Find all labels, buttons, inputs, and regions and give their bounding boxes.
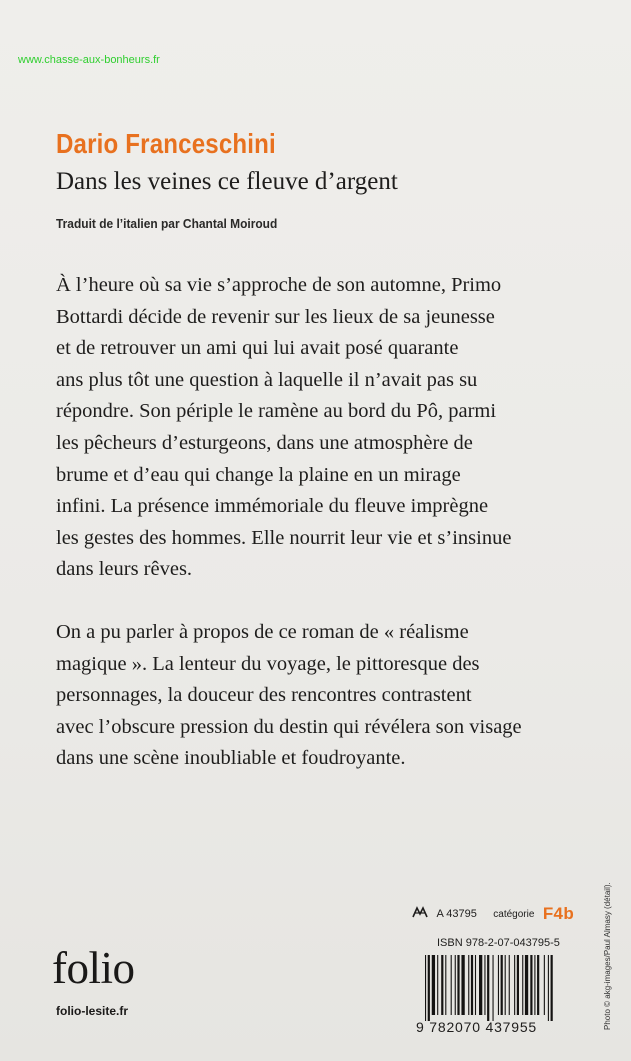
blurb-line: répondre. Son périple le ramène au bord du Pô, parmi: [56, 400, 497, 423]
barcode-bar: [530, 955, 532, 1015]
blurb-line: ans plus tôt une question à laquelle il n’avait pas su: [56, 368, 478, 391]
author-name: Dario Franceschini: [56, 128, 276, 159]
barcode-bar: [445, 955, 446, 1015]
barcode-bar: [475, 955, 476, 1015]
blurb-line: et de retrouver un ami qui lui avait posé quarante: [56, 337, 459, 360]
barcode-bar: [537, 955, 539, 1015]
barcode-bar: [428, 955, 430, 1021]
barcode: [423, 955, 597, 1021]
blurb-line: Bottardi décide de revenir sur les lieux de sa jeunesse: [56, 305, 495, 328]
barcode-bar: [484, 955, 485, 1015]
blurb-paragraph-1: [56, 270, 576, 586]
gallimard-mark-icon: [412, 905, 428, 923]
barcode-bar: [522, 955, 523, 1015]
barcode-bar: [514, 955, 515, 1015]
blurb-line: À l’heure où sa vie s’approche de son automne, Primo: [56, 274, 502, 296]
barcode-bar: [493, 955, 494, 1021]
catalog-ref: A 43795: [436, 908, 477, 920]
barcode-bar: [425, 955, 426, 1021]
blurb-line: les pêcheurs d’esturgeons, dans une atmosphère de: [56, 431, 473, 454]
blurb-line: magique ». La lenteur du voyage, le pittoresque des: [56, 652, 480, 675]
barcode-bar: [534, 955, 535, 1015]
barcode-bar: [487, 955, 489, 1021]
folio-website[interactable]: folio-lesite.fr: [56, 1004, 129, 1018]
barcode-bar: [441, 955, 443, 1015]
blurb-line: dans une scène inoubliable et foudroyante.: [56, 747, 406, 770]
catalog-info: [412, 904, 574, 924]
blurb-line: brume et d’eau qui change la plaine en un mirage: [56, 463, 461, 486]
barcode-bar: [498, 955, 499, 1015]
blurb-line: dans leurs rêves.: [56, 558, 193, 581]
barcode-bar: [451, 955, 452, 1015]
barcode-bar: [455, 955, 456, 1015]
blurb-line: personnages, la douceur des rencontres contrastent: [56, 684, 472, 707]
barcode-digits: 9 782070 437955: [416, 1019, 537, 1035]
category-code: F4b: [542, 904, 574, 923]
blurb-line: infini. La présence immémoriale du fleuve imprègne: [56, 495, 489, 518]
barcode-bar: [501, 955, 503, 1015]
barcode-bar: [525, 955, 528, 1015]
barcode-bar: [517, 955, 519, 1015]
barcode-bar: [461, 955, 464, 1015]
category-label: catégorie: [493, 908, 535, 920]
isbn: ISBN 978-2-07-043795-5: [437, 937, 560, 949]
barcode-bar: [548, 955, 549, 1021]
barcode-bar: [471, 955, 473, 1015]
barcode-bar: [479, 955, 482, 1015]
blurb-paragraph-2: [56, 617, 576, 775]
blurb-line: avec l’obscure pression du destin qui révélera son visage: [56, 715, 522, 738]
barcode-bar: [505, 955, 506, 1015]
blurb-line: les gestes des hommes. Elle nourrit leur vie et s’insinue: [56, 526, 512, 549]
barcode-bar: [432, 955, 435, 1015]
barcode-bar: [544, 955, 545, 1015]
folio-logo: folio: [52, 943, 135, 993]
photo-credit: Photo © akg-images/Paul Almasy (détail).: [603, 882, 612, 1030]
watermark-link[interactable]: www.chasse-aux-bonheurs.fr: [18, 54, 160, 66]
barcode-bar: [457, 955, 459, 1015]
barcode-bar: [509, 955, 510, 1015]
barcode-bar: [551, 955, 553, 1021]
barcode-bar: [468, 955, 469, 1015]
book-title: Dans les veines ce fleuve d’argent: [56, 168, 398, 195]
barcode-bar: [437, 955, 438, 1015]
translator-credit: Traduit de l’italien par Chantal Moiroud: [56, 216, 278, 231]
blurb-line: On a pu parler à propos de ce roman de « réalisme: [56, 621, 469, 643]
